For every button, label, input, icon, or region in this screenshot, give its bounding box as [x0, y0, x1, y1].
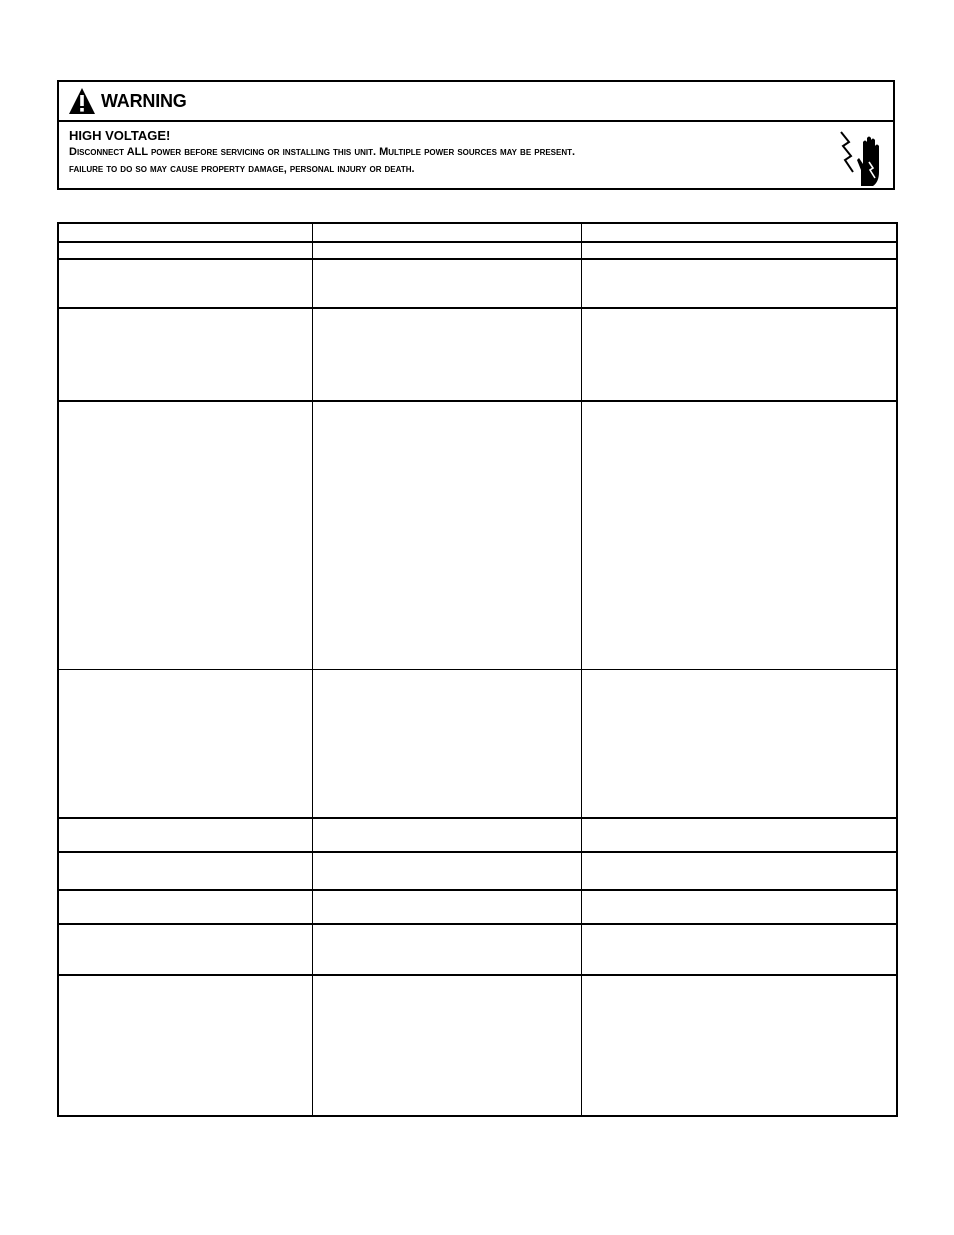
table-cell: [312, 890, 581, 924]
warning-line-2: failure to do so may cause property damage, personal injury or death.: [69, 163, 415, 175]
warning-box: [57, 80, 895, 190]
warning-triangle-icon: [67, 86, 97, 116]
table-cell: [312, 259, 581, 308]
table-cell: [581, 259, 897, 308]
table-cell: [58, 242, 312, 259]
table-cell: [312, 669, 581, 818]
table-row: [58, 924, 897, 975]
table-cell: [581, 975, 897, 1116]
warning-subtitle: HIGH VOLTAGE!: [69, 128, 171, 143]
table-cell: [581, 890, 897, 924]
table-cell: [581, 924, 897, 975]
table-cell: [58, 669, 312, 818]
table-cell: [312, 975, 581, 1116]
table-header-cell: [58, 223, 312, 242]
table-row: [58, 818, 897, 852]
warning-body: [59, 122, 893, 178]
table-cell: [312, 308, 581, 401]
table-cell: [581, 818, 897, 852]
table-cell: [58, 852, 312, 890]
table-cell: [312, 818, 581, 852]
warning-header: [59, 82, 893, 122]
table-cell: [581, 669, 897, 818]
table-cell: [58, 401, 312, 669]
table-cell: [312, 924, 581, 975]
table-cell: [581, 308, 897, 401]
table-cell: [58, 818, 312, 852]
electric-shock-hand-icon: [835, 130, 887, 188]
table-cell: [581, 242, 897, 259]
table-row: [58, 242, 897, 259]
table-row: [58, 401, 897, 669]
table-row: [58, 890, 897, 924]
table-cell: [312, 852, 581, 890]
table-cell: [58, 924, 312, 975]
table-cell: [581, 852, 897, 890]
table-row: [58, 669, 897, 818]
table-cell: [58, 308, 312, 401]
table-cell: [581, 401, 897, 669]
table-cell: [312, 242, 581, 259]
table-header-cell: [581, 223, 897, 242]
table-row: [58, 308, 897, 401]
table-row: [58, 852, 897, 890]
warning-title: WARNING: [101, 90, 187, 111]
table-row: [58, 259, 897, 308]
table-cell: [312, 401, 581, 669]
warning-line-1: Disconnect ALL power before servicing or installing this unit. Multiple power sources may be present.: [69, 146, 576, 158]
table-header-cell: [312, 223, 581, 242]
troubleshooting-table: [57, 222, 898, 1117]
table-header-row: [58, 223, 897, 242]
table-cell: [58, 975, 312, 1116]
table-row: [58, 975, 897, 1116]
table-cell: [58, 259, 312, 308]
table-cell: [58, 890, 312, 924]
